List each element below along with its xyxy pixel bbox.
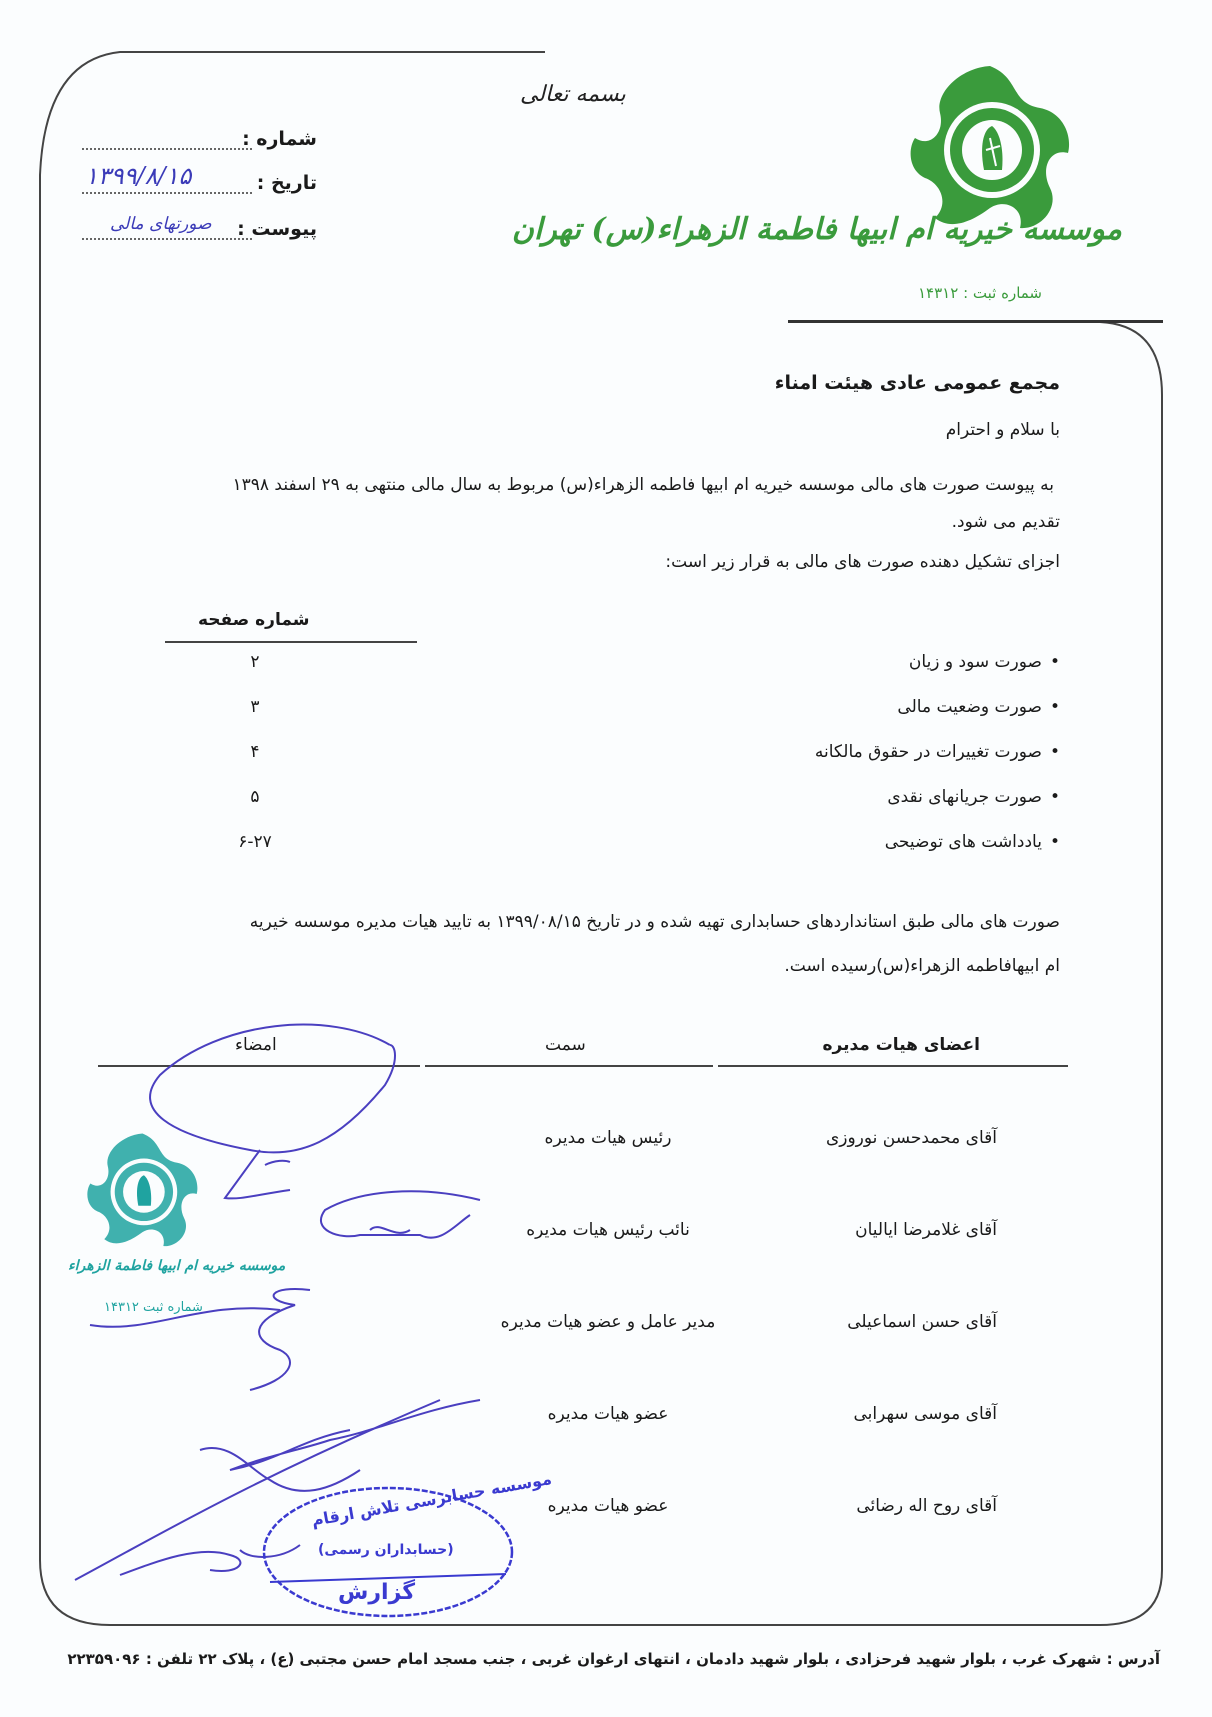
bullet-icon: • [1049,697,1060,717]
footer-address: آدرس : شهرک غرب ، بلوار شهید فرحزادی ، بلوار شهید دادمان ، انتهای ارغوان غربی ، جنب مسجد امام حسن مجتبی (ع) ، پلاک ۲۲ تلفن : ۲۲۳۵۹۰۹۶ [67,1650,1160,1668]
item-label: یادداشت های توضیحی [884,832,1042,852]
board-member-position: رئیس هیات مدیره [544,1128,672,1148]
signature-header-rule [98,1065,420,1067]
stamp-middle-text: (حسابداران رسمی) [318,1542,454,1558]
registration-number: شماره ثبت : ۱۴۳۱۲ [918,284,1042,302]
item-label: صورت تغییرات در حقوق مالکانه [814,742,1042,762]
position-header: سمت [545,1035,586,1055]
date-value: ۱۳۹۹/۸/۱۵ [85,162,192,190]
organization-seal-icon [75,1128,210,1253]
board-member-position: مدیر عامل و عضو هیات مدیره [500,1312,716,1332]
intro-line-2: تقدیم می شود. [951,512,1060,532]
document-title: مجمع عمومی عادی هیئت امناء [774,372,1060,394]
item-page: ۵ [250,787,260,807]
components-intro: اجزای تشکیل دهنده صورت های مالی به قرار زیر است: [665,552,1060,572]
board-member-name: آقای موسی سهرابی [853,1404,997,1424]
item-label: صورت سود و زیان [908,652,1042,672]
page-number-rule [165,641,417,643]
approval-line-2: ام ابیهافاطمه الزهراء(س)رسیده است. [784,956,1060,976]
bullet-icon: • [1049,787,1060,807]
board-member-header: اعضای هیات مدیره [822,1035,980,1055]
board-member-name: آقای حسن اسماعیلی [847,1312,997,1332]
date-field-line [82,192,252,194]
bullet-icon: • [1049,832,1060,852]
item-label: صورت وضعیت مالی [897,697,1042,717]
item-page: ۲ [250,652,260,672]
bullet-icon: • [1049,742,1060,762]
board-member-name: آقای غلامرضا ایالیان [855,1220,997,1240]
item-page: ۳ [250,697,260,717]
stamp-top-text: موسسه حسابرسی تلاش ارقام [310,1469,554,1530]
attachment-value: صورتهای مالی [110,214,212,234]
date-label: تاریخ : [256,172,317,194]
list-item [909,652,1060,672]
item-label: صورت جریانهای نقدی [887,787,1042,807]
board-member-position: عضو هیات مدیره [547,1496,669,1516]
seal-organization-name: موسسه خیریه ام ابیها فاطمة الزهراء [68,1258,286,1274]
organization-logo [900,58,1080,238]
basmala: بسمه تعالی [520,82,626,107]
item-page: ۶-۲۷ [238,832,272,852]
board-member-position: عضو هیات مدیره [547,1404,669,1424]
greeting: با سلام و احترام [945,420,1060,440]
seal-registration: شماره ثبت ۱۴۳۱۲ [104,1300,203,1315]
board-member-position: نائب رئیس هیات مدیره [526,1220,690,1240]
organization-name: موسسه خیریه ام ابیها فاطمة الزهراء(س) تهران [511,212,1122,247]
signature-header: امضاء [235,1035,277,1055]
attachment-label: پیوست : [237,218,317,240]
signature-2 [321,1191,480,1237]
item-page: ۴ [250,742,260,762]
attachment-field-line [82,238,252,240]
number-label: شماره : [242,128,317,150]
board-member-name: آقای محمدحسن نوروزی [825,1128,997,1148]
page-number-header: شماره صفحه [198,610,310,630]
intro-line-1: به پیوست صورت های مالی موسسه خیریه ام ابیها فاطمه الزهراء(س) مربوط به سال مالی منتهی به ۲۹ اسفند ۱۳۹۸ [232,475,1054,495]
header-divider [788,320,1163,323]
board-member-name: آقای روح اله رضائی [856,1496,997,1516]
number-field [82,148,252,150]
list-item [887,787,1060,807]
list-item [897,697,1060,717]
list-item [885,832,1060,852]
stamp-bottom-text: گزارش [338,1580,416,1605]
bullet-icon: • [1049,652,1060,672]
approval-line-1: صورت های مالی طبق استانداردهای حسابداری تهیه شده و در تاریخ ۱۳۹۹/۰۸/۱۵ به تایید هیات مدیره موسسه خیریه [249,912,1060,932]
list-item [815,742,1060,762]
member-header-rule [718,1065,1068,1067]
position-header-rule [425,1065,713,1067]
